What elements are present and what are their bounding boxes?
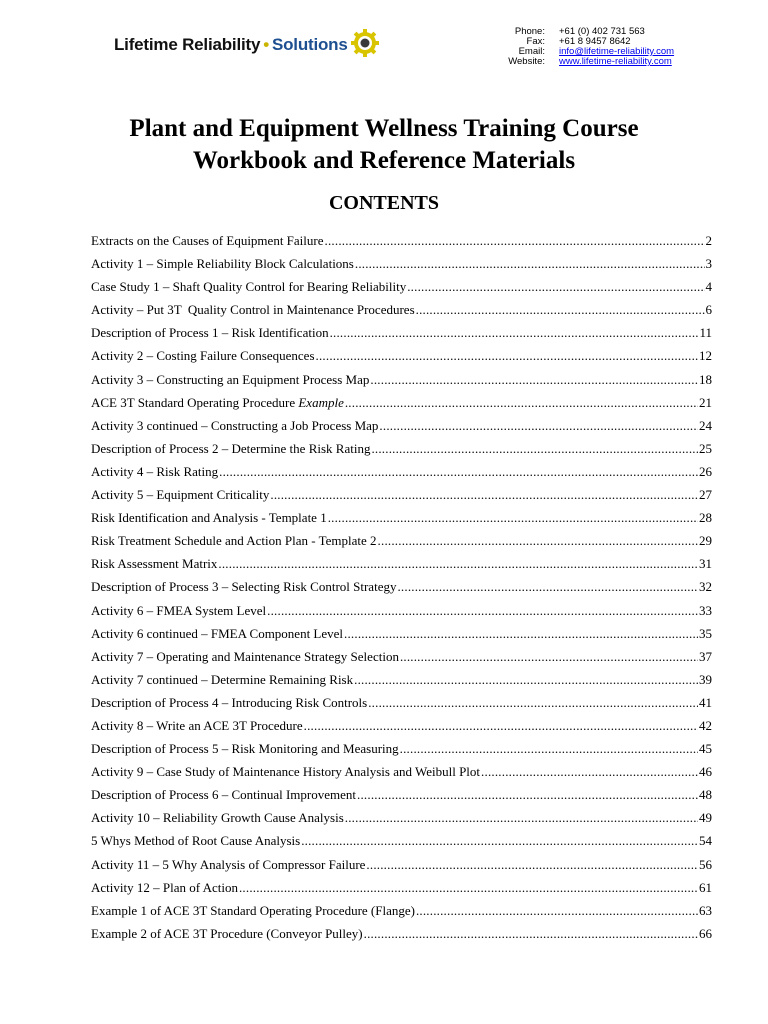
toc-entry-title-text: Case Study 1 – Shaft Quality Control for Bearing Reliability [91, 279, 407, 295]
contents-heading: CONTENTS [328, 192, 440, 214]
toc-dot-leader [330, 321, 699, 344]
toc-entry-title-text: Example 1 of ACE 3T Standard Operating Procedure (Flange) [91, 902, 415, 918]
toc-dot-leader [378, 529, 698, 552]
toc-entry-title-text: Activity 7 – Operating and Maintenance Strategy Selection [91, 648, 399, 664]
toc-dot-leader [355, 252, 705, 275]
toc-entry-title-text: Description of Process 1 – Risk Identification [91, 325, 329, 341]
toc-dot-leader [416, 899, 698, 922]
toc-entry-title [91, 806, 344, 829]
toc-entry[interactable] [91, 321, 712, 344]
toc-entry[interactable] [91, 783, 712, 806]
toc-entry[interactable] [91, 714, 712, 737]
phone-label: Phone: [514, 26, 545, 37]
toc-entry[interactable] [91, 575, 712, 598]
toc-entry[interactable] [91, 552, 712, 575]
toc-entry-title-text: Description of Process 6 – Continual Improvement [91, 787, 357, 803]
toc-entry-title [91, 506, 327, 529]
table-of-contents [91, 229, 712, 945]
toc-entry-title-text: Activity 1 – Simple Reliability Block Calculations [91, 256, 354, 272]
toc-dot-leader [366, 853, 698, 876]
toc-dot-leader [397, 575, 698, 598]
toc-dot-leader [481, 760, 698, 783]
toc-entry-title-text: Example 2 of ACE 3T Procedure (Conveyor Pulley) [91, 925, 363, 941]
toc-entry-page: 27 [699, 487, 712, 503]
toc-dot-leader [316, 344, 698, 367]
toc-dot-leader [219, 460, 698, 483]
toc-dot-leader [370, 368, 698, 391]
toc-dot-leader [304, 714, 698, 737]
toc-entry-title-text: Description of Process 2 – Determine the Risk Rating [91, 440, 371, 456]
toc-entry-title [91, 714, 303, 737]
toc-dot-leader [344, 622, 698, 645]
phone-value: +61 (0) 402 731 563 [559, 26, 645, 37]
toc-entry-title [91, 391, 344, 414]
toc-entry-title [91, 275, 406, 298]
toc-entry-title-text: Activity 3 – Constructing an Equipment Process Map [91, 371, 370, 387]
toc-entry-title [91, 691, 367, 714]
toc-entry-page: 29 [699, 533, 712, 549]
toc-entry-title [91, 922, 363, 945]
toc-entry-title [91, 829, 300, 852]
toc-dot-leader [270, 483, 698, 506]
toc-entry-title-text: Activity 9 – Case Study of Maintenance History Analysis and Weibull Plot [91, 764, 481, 780]
toc-entry-title [91, 252, 354, 275]
toc-entry-title [91, 876, 238, 899]
toc-entry[interactable] [91, 829, 712, 852]
toc-entry-page: 31 [699, 556, 712, 572]
toc-entry-page: 35 [699, 625, 712, 641]
toc-entry[interactable] [91, 668, 712, 691]
toc-entry-title-text: Activity 7 continued – Determine Remaining Risk [91, 671, 354, 687]
document-title-line1: Plant and Equipment Wellness Training Course [129, 115, 639, 142]
toc-entry-title [91, 668, 353, 691]
toc-dot-leader [354, 668, 698, 691]
toc-entry[interactable] [91, 622, 712, 645]
toc-entry-title-text: Activity 6 – FMEA System Level [91, 602, 267, 618]
toc-entry-title-text: Activity 6 continued – FMEA Component Level [91, 625, 344, 641]
toc-entry-page: 6 [705, 302, 712, 318]
toc-entry-title-text: Activity 2 – Costing Failure Consequences [91, 348, 315, 364]
toc-entry-title [91, 645, 399, 668]
toc-entry-title [91, 783, 356, 806]
toc-entry-title-text: Activity 11 – 5 Why Analysis of Compressor Failure [91, 856, 366, 872]
logo-text-part1: Lifetime Reliability [114, 35, 261, 54]
toc-entry[interactable] [91, 599, 712, 622]
toc-entry-page: 56 [699, 856, 712, 872]
toc-entry[interactable] [91, 460, 712, 483]
toc-entry-page: 48 [699, 787, 712, 803]
toc-entry-page: 39 [699, 671, 712, 687]
email-label: Email: [518, 46, 545, 57]
toc-entry-page: 28 [699, 510, 712, 526]
toc-entry-title [91, 229, 324, 252]
website-label: Website: [508, 56, 545, 67]
toc-entry[interactable] [91, 899, 712, 922]
toc-entry[interactable] [91, 368, 712, 391]
company-logo [114, 32, 380, 58]
toc-entry-page: 3 [705, 256, 712, 272]
toc-entry-title [91, 552, 217, 575]
logo-separator: • [263, 35, 269, 54]
fax-value: +61 8 9457 8642 [559, 36, 631, 47]
toc-entry-title-text: Activity 4 – Risk Rating [91, 463, 219, 479]
toc-dot-leader [357, 783, 698, 806]
website-link[interactable]: www.lifetime-reliability.com [559, 56, 672, 67]
toc-entry[interactable] [91, 853, 712, 876]
toc-entry-title [91, 344, 315, 367]
document-title [0, 113, 768, 177]
toc-entry-page: 12 [699, 348, 712, 364]
toc-entry-page: 42 [699, 717, 712, 733]
toc-entry[interactable] [91, 691, 712, 714]
toc-dot-leader [379, 414, 698, 437]
toc-entry[interactable] [91, 529, 712, 552]
toc-entry-page: 49 [699, 810, 712, 826]
toc-entry-title-text: Activity 8 – Write an ACE 3T Procedure [91, 717, 303, 733]
toc-entry-title [91, 298, 415, 321]
toc-entry-title [91, 483, 269, 506]
toc-entry-title-text: Activity 10 – Reliability Growth Cause Analysis [91, 810, 344, 826]
toc-entry-title [91, 321, 329, 344]
toc-entry-title-text: Activity 12 – Plan of Action [91, 879, 238, 895]
toc-entry[interactable] [91, 414, 712, 437]
toc-dot-leader [345, 806, 698, 829]
toc-entry[interactable] [91, 645, 712, 668]
toc-entry[interactable] [91, 437, 712, 460]
toc-entry-title-text: Description of Process 4 – Introducing Risk Controls [91, 694, 368, 710]
toc-entry-title [91, 437, 370, 460]
toc-entry[interactable] [91, 922, 712, 945]
toc-entry-title [91, 575, 396, 598]
toc-entry-title [91, 760, 480, 783]
toc-entry[interactable] [91, 483, 712, 506]
toc-entry-page: 37 [699, 648, 712, 664]
toc-entry-title-italic: Example [298, 394, 344, 410]
toc-entry-page: 18 [699, 371, 712, 387]
toc-dot-leader [368, 691, 698, 714]
toc-entry[interactable] [91, 506, 712, 529]
toc-entry[interactable] [91, 760, 712, 783]
toc-entry-title-text: Description of Process 3 – Selecting Risk Control Strategy [91, 579, 397, 595]
toc-dot-leader [364, 922, 698, 945]
toc-entry-title-text: Activity 3 continued – Constructing a Job Process Map [91, 417, 379, 433]
toc-entry-title-text: Risk Treatment Schedule and Action Plan - Template 2 [91, 533, 377, 549]
toc-dot-leader [218, 552, 698, 575]
toc-entry-title [91, 622, 343, 645]
toc-entry-title-text: Activity 5 – Equipment Criticality [91, 487, 270, 503]
toc-entry[interactable] [91, 275, 712, 298]
toc-dot-leader [239, 876, 698, 899]
toc-entry-page: 33 [699, 602, 712, 618]
toc-dot-leader [267, 599, 698, 622]
toc-entry[interactable] [91, 344, 712, 367]
toc-entry-page: 32 [699, 579, 712, 595]
fax-label: Fax: [526, 36, 545, 47]
logo-wordmark [114, 35, 348, 55]
toc-entry-page: 2 [705, 233, 712, 248]
toc-entry-title [91, 599, 266, 622]
toc-entry[interactable] [91, 229, 712, 252]
toc-entry-title [91, 529, 377, 552]
toc-entry[interactable] [91, 806, 712, 829]
toc-dot-leader [416, 298, 705, 321]
toc-entry-page: 41 [699, 694, 712, 710]
toc-dot-leader [407, 275, 704, 298]
toc-entry-title-text: Risk Identification and Analysis - Template 1 [91, 510, 327, 526]
toc-entry-title-text: Description of Process 5 – Risk Monitoring and Measuring [91, 741, 399, 757]
toc-entry-title [91, 460, 218, 483]
toc-dot-leader [325, 229, 705, 252]
gear-logo-icon [350, 28, 380, 58]
toc-entry-title-text: 5 Whys Method of Root Cause Analysis [91, 833, 301, 849]
contact-block [488, 27, 674, 67]
document-title-line2: Workbook and Reference Materials [192, 147, 576, 174]
toc-entry[interactable] [91, 391, 712, 414]
toc-entry-title-text: ACE 3T Standard Operating Procedure [91, 394, 299, 410]
toc-entry-title [91, 368, 369, 391]
toc-entry-page: 45 [699, 741, 712, 757]
email-link[interactable]: info@lifetime-reliability.com [559, 46, 675, 57]
toc-entry-page: 46 [699, 764, 712, 780]
toc-dot-leader [400, 737, 698, 760]
toc-entry-page: 11 [699, 325, 712, 341]
toc-entry[interactable] [91, 252, 712, 275]
toc-dot-leader [371, 437, 698, 460]
toc-entry-page: 54 [699, 833, 712, 849]
contact-website [488, 57, 674, 67]
toc-entry[interactable] [91, 737, 712, 760]
toc-entry[interactable] [91, 876, 712, 899]
toc-entry-page: 4 [705, 279, 712, 295]
toc-entry-title-text: Risk Assessment Matrix [91, 556, 218, 572]
logo-text-part2: Solutions [271, 35, 348, 54]
toc-entry-page: 24 [699, 417, 712, 433]
toc-entry-title-text: Activity – Put 3T Quality Control in Maintenance Procedures [91, 302, 415, 318]
toc-entry[interactable] [91, 298, 712, 321]
toc-entry-page: 26 [699, 463, 712, 479]
toc-entry-title-text: Extracts on the Causes of Equipment Failure [91, 233, 324, 248]
toc-dot-leader [400, 645, 698, 668]
toc-entry-page: 21 [699, 394, 712, 410]
toc-entry-title [91, 853, 365, 876]
toc-entry-page: 63 [699, 902, 712, 918]
toc-entry-title [91, 737, 399, 760]
toc-entry-page: 66 [699, 925, 712, 941]
toc-entry-title [91, 414, 378, 437]
toc-dot-leader [301, 829, 698, 852]
toc-entry-page: 61 [699, 879, 712, 895]
toc-entry-page: 25 [699, 440, 712, 456]
toc-dot-leader [345, 391, 698, 414]
toc-dot-leader [328, 506, 698, 529]
toc-entry-title [91, 899, 415, 922]
